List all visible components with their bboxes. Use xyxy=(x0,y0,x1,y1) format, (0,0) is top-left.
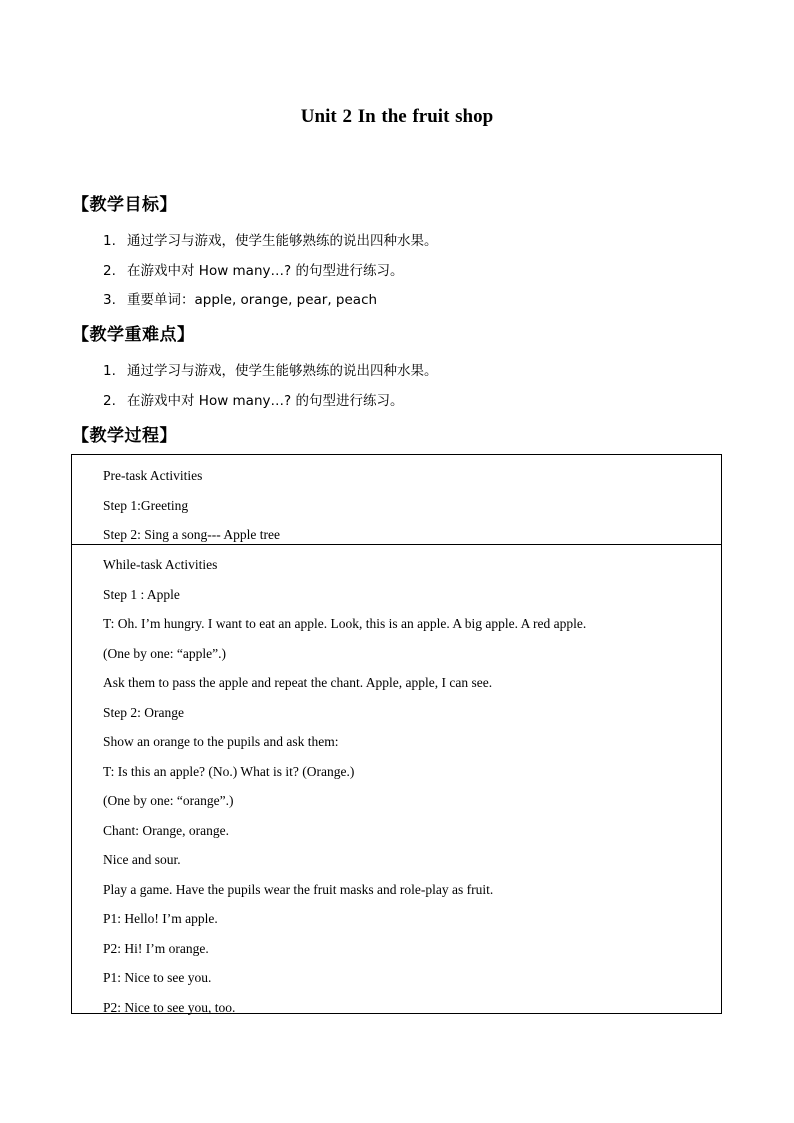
list-item xyxy=(103,227,438,257)
item-number: 2. xyxy=(103,262,116,279)
document-title: Unit 2 In the fruit shop xyxy=(300,106,494,127)
pre-task-line: Step 2: Sing a song--- Apple tree xyxy=(103,527,280,542)
while-task-box xyxy=(71,544,722,1014)
key-points-list xyxy=(103,357,438,416)
process-heading: 【教学过程】 xyxy=(72,426,177,446)
pre-task-line: Pre-task Activities xyxy=(103,468,203,483)
while-task-line: T: Is this an apple? (No.) What is it? (Orange.) xyxy=(103,763,355,779)
objectives-heading: 【教学目标】 xyxy=(72,195,177,215)
list-item xyxy=(103,257,438,287)
while-task-line: Step 2: Orange xyxy=(103,704,184,720)
while-task-line: Nice and sour. xyxy=(103,852,181,867)
key-points-heading: 【教学重难点】 xyxy=(72,325,195,345)
while-task-line: While-task Activities xyxy=(103,557,218,572)
item-text: 通过学习与游戏，使学生能够熟练的说出四种水果。 xyxy=(127,233,438,249)
list-item xyxy=(103,387,438,417)
item-text: 通过学习与游戏，使学生能够熟练的说出四种水果。 xyxy=(127,363,438,379)
while-task-line: Show an orange to the pupils and ask them: xyxy=(103,734,339,749)
item-number: 1. xyxy=(103,363,116,379)
list-item xyxy=(103,286,438,316)
while-task-line: (One by one: “orange”.) xyxy=(103,793,234,808)
list-item xyxy=(103,357,438,387)
while-task-line: Ask them to pass the apple and repeat the chant. Apple, apple, I can see. xyxy=(103,675,493,690)
item-text: 在游戏中对 How many…? 的句型进行练习。 xyxy=(127,262,404,279)
while-task-line: Step 1 : Apple xyxy=(103,586,180,602)
pre-task-line: Step 1:Greeting xyxy=(103,497,189,513)
pre-task-box xyxy=(71,454,722,545)
while-task-line: P1: Hello! I’m apple. xyxy=(103,911,218,926)
item-text: 在游戏中对 How many…? 的句型进行练习。 xyxy=(127,392,404,409)
item-number: 2. xyxy=(103,392,116,409)
while-task-line: Chant: Orange, orange. xyxy=(103,822,229,838)
item-text: 重要单词：apple, orange, pear, peach xyxy=(127,292,378,308)
objectives-list xyxy=(103,227,438,316)
while-task-line: P2: Nice to see you, too. xyxy=(103,999,236,1015)
item-number: 1. xyxy=(103,233,116,249)
while-task-line: P2: Hi! I’m orange. xyxy=(103,940,209,956)
while-task-line: P1: Nice to see you. xyxy=(103,970,212,985)
while-task-line: Play a game. Have the pupils wear the fruit masks and role-play as fruit. xyxy=(103,881,494,897)
while-task-line: (One by one: “apple”.) xyxy=(103,645,226,661)
item-number: 3. xyxy=(103,292,116,308)
while-task-line: T: Oh. I’m hungry. I want to eat an apple. Look, this is an apple. A big apple. A red apple. xyxy=(103,616,587,631)
